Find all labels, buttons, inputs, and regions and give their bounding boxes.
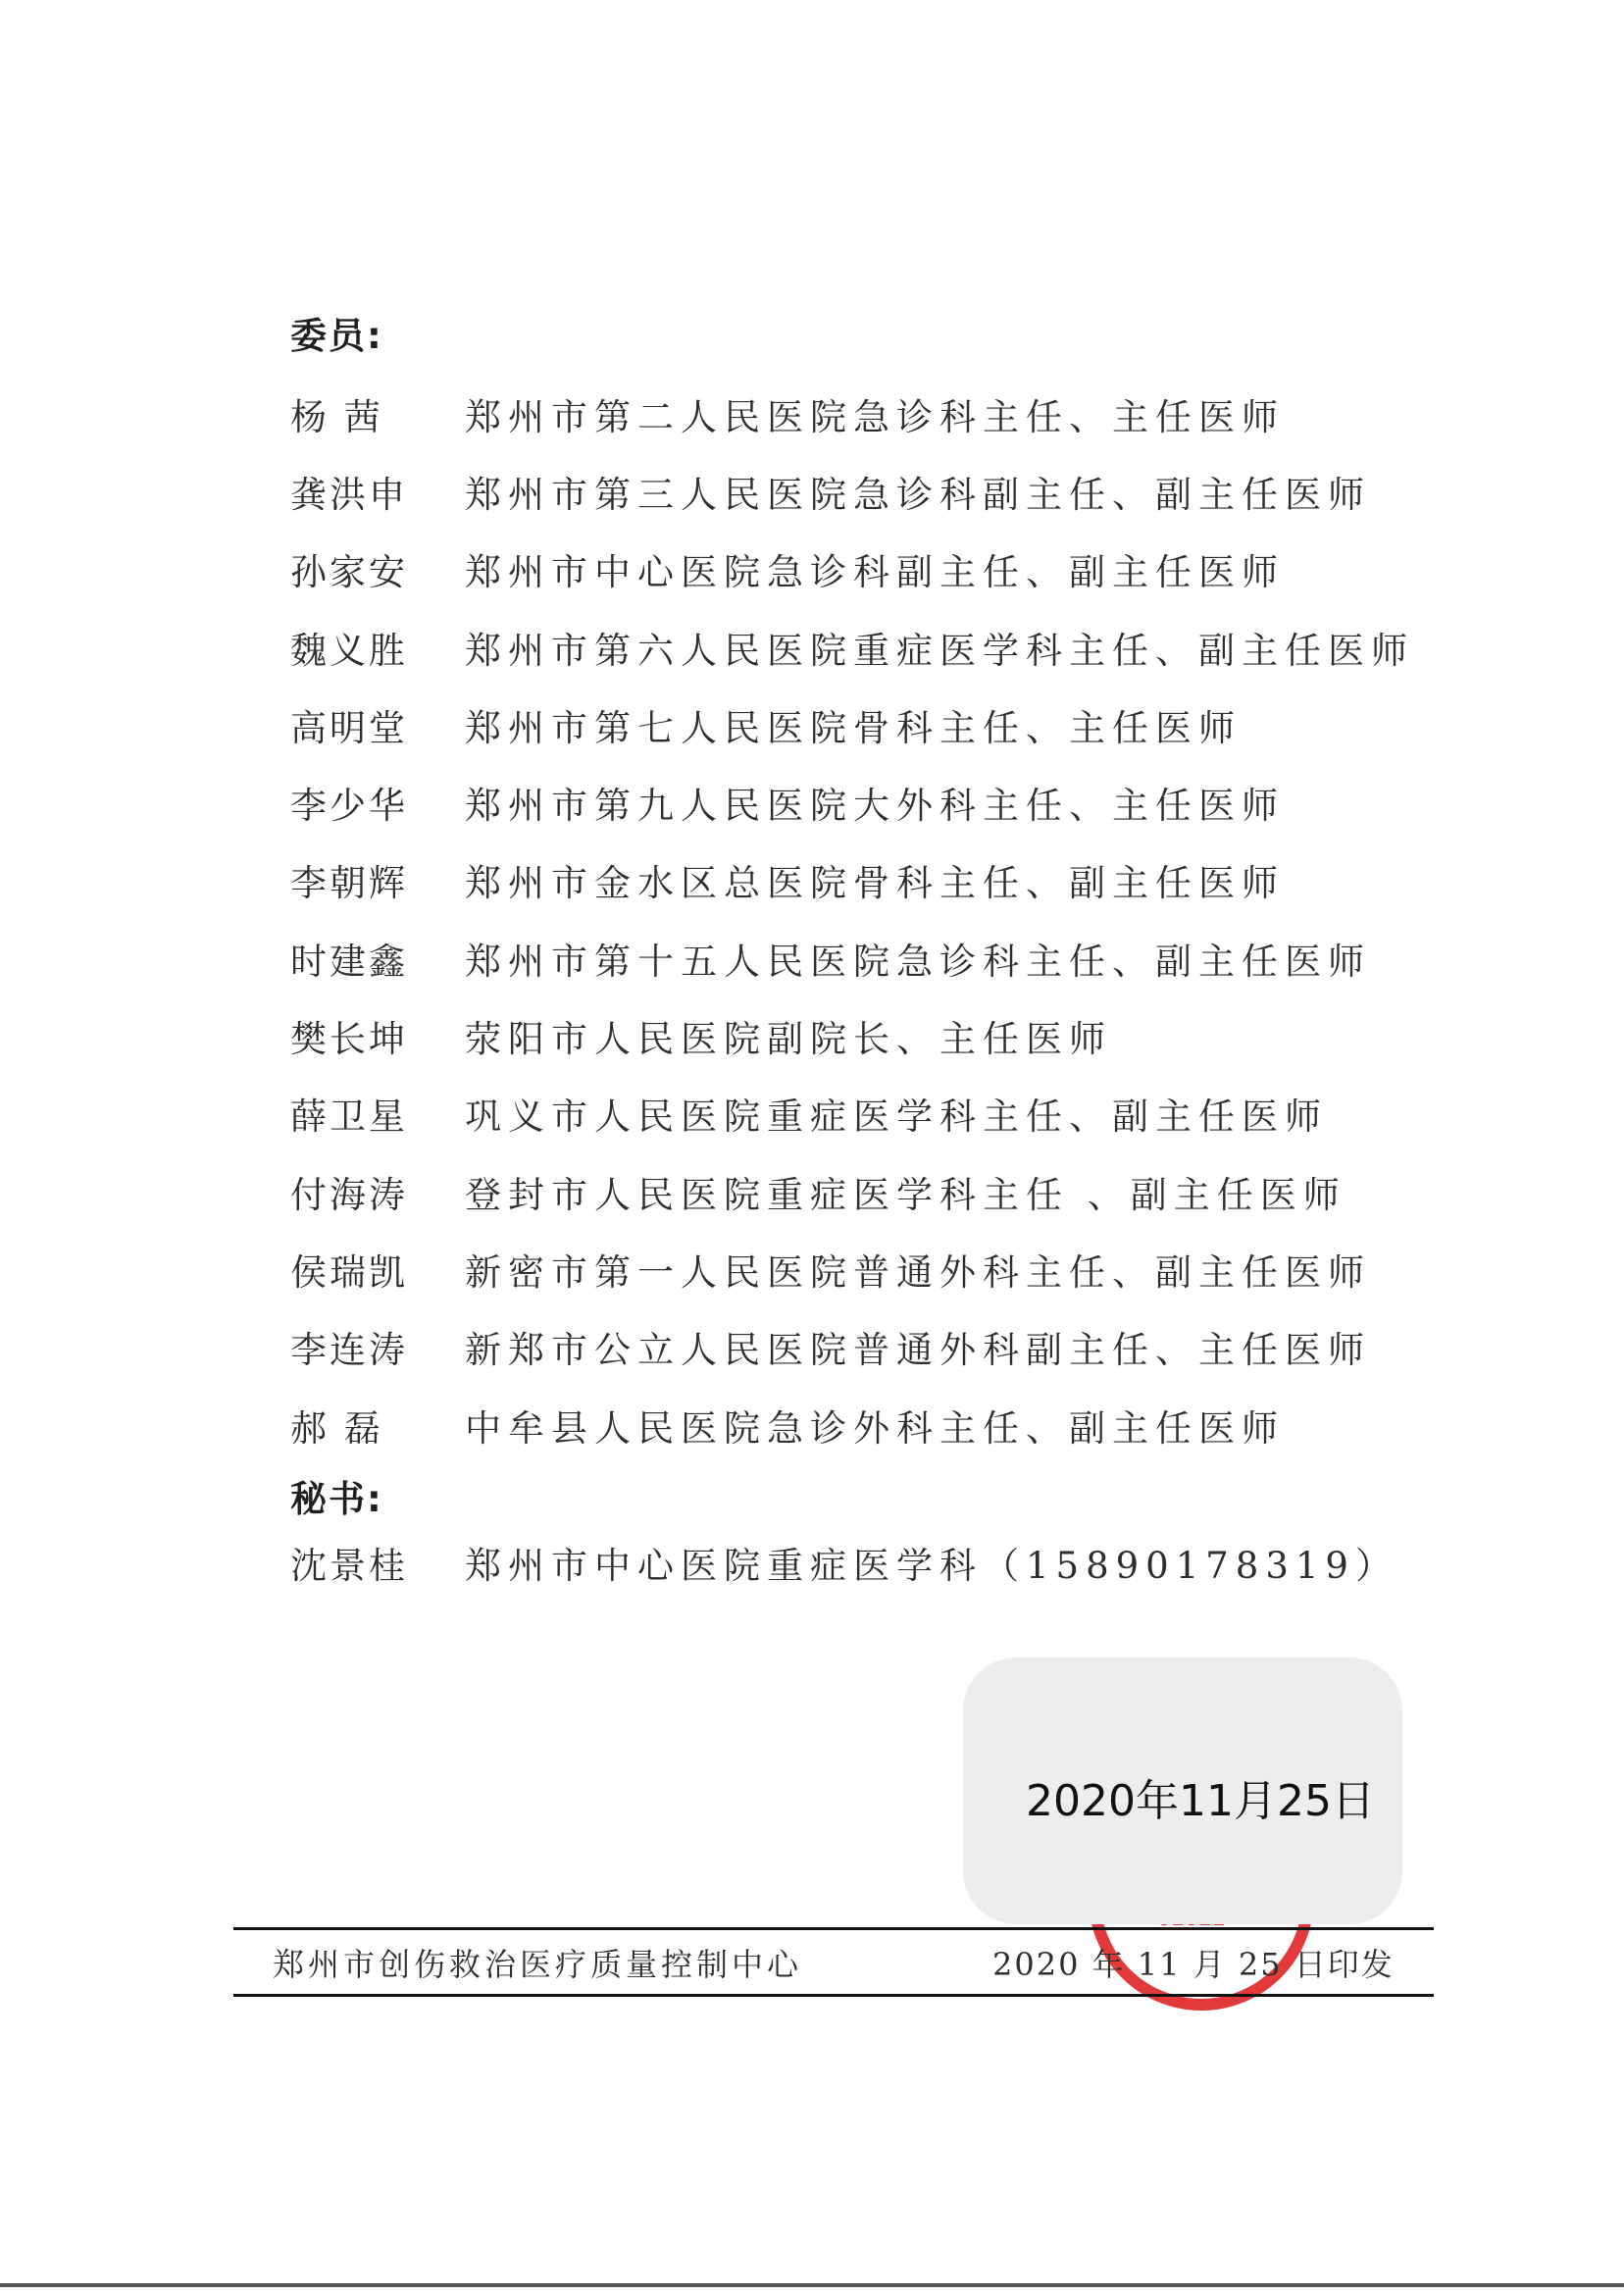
member-name: 李少华	[290, 785, 408, 828]
member-title: 新郑市公立人民医院普通外科副主任、主任医师	[465, 1329, 1371, 1372]
secretary-title: 郑州市中心医院重症医学科（15890178319）	[465, 1545, 1398, 1587]
list-item	[290, 531, 1467, 608]
member-title: 郑州市第九人民医院大外科主任、主任医师	[465, 785, 1285, 828]
secretary-heading: 秘书:	[290, 1478, 383, 1520]
members-list	[290, 375, 1467, 1463]
member-name: 魏义胜	[290, 629, 408, 672]
member-title: 郑州市第三人民医院急诊科副主任、副主任医师	[465, 473, 1371, 516]
member-name: 樊长坤	[290, 1018, 408, 1061]
scan-edge-line	[0, 2283, 1624, 2287]
member-name: 李连涛	[290, 1329, 408, 1372]
member-title: 巩义市人民医院重症医学科主任、副主任医师	[465, 1096, 1328, 1139]
member-name: 时建鑫	[290, 940, 408, 983]
member-name: 龚洪申	[290, 473, 408, 516]
member-name: 薛卫星	[290, 1096, 408, 1139]
members-heading: 委员:	[290, 315, 383, 357]
list-item	[290, 1386, 1467, 1463]
footer-organization: 郑州市创伤救治医疗质量控制中心	[273, 1946, 803, 1983]
member-name: 高明堂	[290, 706, 408, 749]
list-item	[290, 996, 1467, 1074]
signature-date: 2020年11月25日	[1026, 1776, 1375, 1826]
footer-top-rule	[233, 1927, 1434, 1930]
member-name: 侯瑞凯	[290, 1250, 408, 1294]
member-name: 杨 茜	[290, 395, 383, 438]
member-title: 郑州市第七人民医院骨科主任、主任医师	[465, 706, 1242, 749]
footer-issue-date: 2020 年 11 月 25 日印发	[992, 1946, 1395, 1983]
list-item	[290, 608, 1467, 686]
list-item	[290, 919, 1467, 996]
list-item	[290, 1075, 1467, 1152]
secretary-row	[290, 1536, 1398, 1589]
list-item	[290, 1152, 1467, 1230]
list-item	[290, 375, 1467, 452]
member-name: 郝 磊	[290, 1406, 383, 1450]
member-name: 付海涛	[290, 1173, 408, 1216]
member-name: 李朝辉	[290, 862, 408, 905]
footer-bottom-rule	[233, 1994, 1434, 1997]
list-item	[290, 452, 1467, 530]
member-title: 荥阳市人民医院副院长、主任医师	[465, 1018, 1112, 1061]
secretary-name: 沈景桂	[290, 1545, 408, 1587]
member-title: 郑州市第六人民医院重症医学科主任、副主任医师	[465, 629, 1414, 672]
list-item	[290, 1308, 1467, 1386]
member-title: 郑州市第二人民医院急诊科主任、主任医师	[465, 395, 1285, 438]
list-item	[290, 686, 1467, 763]
member-title: 新密市第一人民医院普通外科主任、副主任医师	[465, 1250, 1371, 1294]
member-name: 孙家安	[290, 551, 408, 594]
member-title: 郑州市中心医院急诊科副主任、副主任医师	[465, 551, 1285, 594]
member-title: 中牟县人民医院急诊外科主任、副主任医师	[465, 1406, 1285, 1450]
list-item	[290, 763, 1467, 841]
list-item	[290, 1230, 1467, 1307]
member-title: 登封市人民医院重症医学科主任 、副主任医师	[465, 1173, 1346, 1216]
list-item	[290, 841, 1467, 919]
member-title: 郑州市第十五人民医院急诊科主任、副主任医师	[465, 940, 1371, 983]
member-title: 郑州市金水区总医院骨科主任、副主任医师	[465, 862, 1285, 905]
